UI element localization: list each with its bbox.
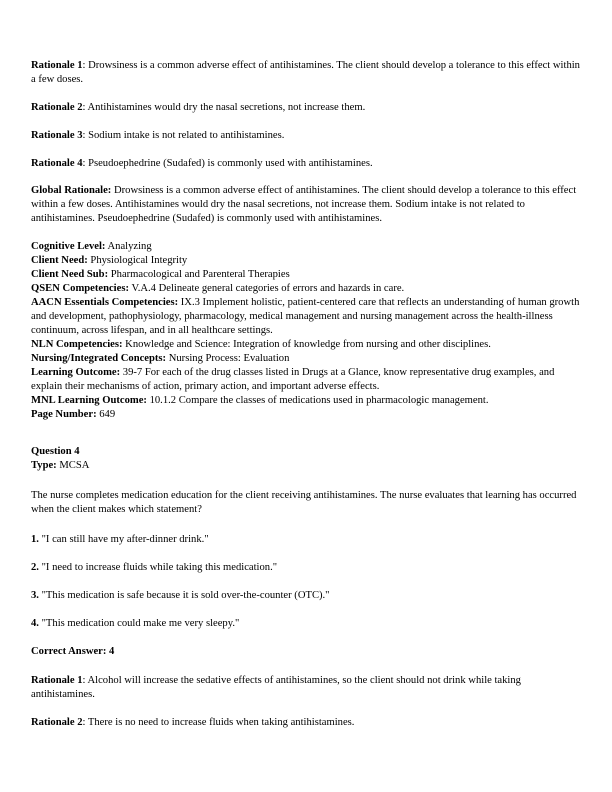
rationale-label: Rationale 3: [31, 130, 83, 141]
rationale-text: : Drowsiness is a common adverse effect of antihistamines. The client should develop a tolerance to this effect within a few doses.: [31, 60, 580, 85]
option-number: 1.: [31, 534, 39, 545]
rationale-1: [31, 59, 583, 87]
rationale-text: : Alcohol will increase the sedative effects of antihistamines, so the client should not drink while taking antihistamines.: [31, 675, 521, 700]
global-rationale: [31, 184, 583, 226]
meta-value: Analyzing: [105, 241, 152, 252]
meta-value: Physiological Integrity: [87, 255, 188, 266]
rationale-label: Rationale 2: [31, 717, 83, 728]
global-rationale-text: Drowsiness is a common adverse effect of antihistamines. The client should develop a tolerance to this effect within a few doses. Antihistamines would dry the nasal secretions, not increase them. Sodium intake is not related to antihistamines. Pseudoephedrine (Sudafed) is commonly used with antihistamines.: [31, 185, 577, 224]
global-rationale-label: Global Rationale:: [31, 185, 112, 196]
option-text: "I need to increase fluids while taking this medication.": [38, 562, 278, 573]
mnl-learning-outcome: [31, 394, 583, 408]
option-4: [31, 617, 583, 631]
cognitive-level: [31, 240, 583, 254]
meta-value: V.A.4 Delineate general categories of errors and hazards in care.: [128, 283, 405, 294]
question-title: Question 4: [31, 446, 80, 457]
option-number: 3.: [31, 590, 39, 601]
question-type-label: Type:: [31, 460, 57, 471]
correct-answer-value: 4: [106, 646, 115, 657]
learning-outcome: [31, 366, 583, 394]
meta-label: Nursing/Integrated Concepts:: [31, 353, 167, 364]
rationale-2: [31, 101, 583, 115]
meta-label: AACN Essentials Competencies:: [31, 297, 179, 308]
meta-label: NLN Competencies:: [31, 339, 123, 350]
rationale-label: Rationale 1: [31, 60, 83, 71]
rationale-text: : Antihistamines would dry the nasal secretions, not increase them.: [82, 102, 366, 113]
meta-label: Learning Outcome:: [31, 367, 121, 378]
meta-value: Pharmacological and Parenteral Therapies: [108, 269, 290, 280]
meta-label: Page Number:: [31, 409, 97, 420]
aacn-competencies: [31, 296, 583, 338]
option-text: "I can still have my after-dinner drink.": [38, 534, 209, 545]
client-need-sub: [31, 268, 583, 282]
rationale-text: : Sodium intake is not related to antihistamines.: [82, 130, 285, 141]
correct-answer-label: Correct Answer:: [31, 646, 107, 657]
meta-label: Client Need:: [31, 255, 88, 266]
question-header: [31, 445, 583, 473]
option-number: 2.: [31, 562, 39, 573]
meta-value: 649: [96, 409, 116, 420]
meta-label: MNL Learning Outcome:: [31, 395, 147, 406]
answer-rationale-1: [31, 674, 583, 702]
client-need: [31, 254, 583, 268]
rationale-4: [31, 157, 583, 171]
rationale-label: Rationale 2: [31, 102, 83, 113]
meta-value: Knowledge and Science: Integration of knowledge from nursing and other disciplines.: [122, 339, 491, 350]
meta-value: 39-7 For each of the drug classes listed in Drugs at a Glance, know representative drug examples, and explain their mechanisms of action, primary action, and important adverse effects.: [31, 367, 555, 392]
option-number: 4.: [31, 618, 39, 629]
option-1: [31, 533, 583, 547]
meta-value: IX.3 Implement holistic, patient-centered care that reflects an understanding of human growth and development, pathophysiology, pharmacology, medical management and nursing management across the health-illness continuum, across lifespan, and in all healthcare settings.: [31, 297, 580, 336]
nln-competencies: [31, 338, 583, 352]
rationale-label: Rationale 4: [31, 158, 83, 169]
meta-label: QSEN Competencies:: [31, 283, 129, 294]
meta-value: Nursing Process: Evaluation: [166, 353, 290, 364]
option-2: [31, 561, 583, 575]
rationale-label: Rationale 1: [31, 675, 83, 686]
rationale-text: : There is no need to increase fluids when taking antihistamines.: [82, 717, 355, 728]
correct-answer: [31, 645, 583, 659]
option-text: "This medication is safe because it is sold over-the-counter (OTC).": [38, 590, 330, 601]
question-stem: [31, 489, 583, 517]
page-number: [31, 408, 583, 422]
rationale-text: : Pseudoephedrine (Sudafed) is commonly used with antihistamines.: [82, 158, 373, 169]
answer-rationale-2: [31, 716, 583, 730]
metadata-section: [31, 240, 583, 422]
meta-label: Cognitive Level:: [31, 241, 106, 252]
meta-value: 10.1.2 Compare the classes of medications used in pharmacologic management.: [146, 395, 489, 406]
rationale-3: [31, 129, 583, 143]
qsen-competencies: [31, 282, 583, 296]
question-type-value: MCSA: [56, 460, 90, 471]
nursing-concepts: [31, 352, 583, 366]
option-text: "This medication could make me very sleepy.": [38, 618, 240, 629]
question-stem-text: The nurse completes medication education for the client receiving antihistamines. The nurse evaluates that learning has occurred when the client makes which statement?: [31, 490, 577, 515]
meta-label: Client Need Sub:: [31, 269, 109, 280]
option-3: [31, 589, 583, 603]
